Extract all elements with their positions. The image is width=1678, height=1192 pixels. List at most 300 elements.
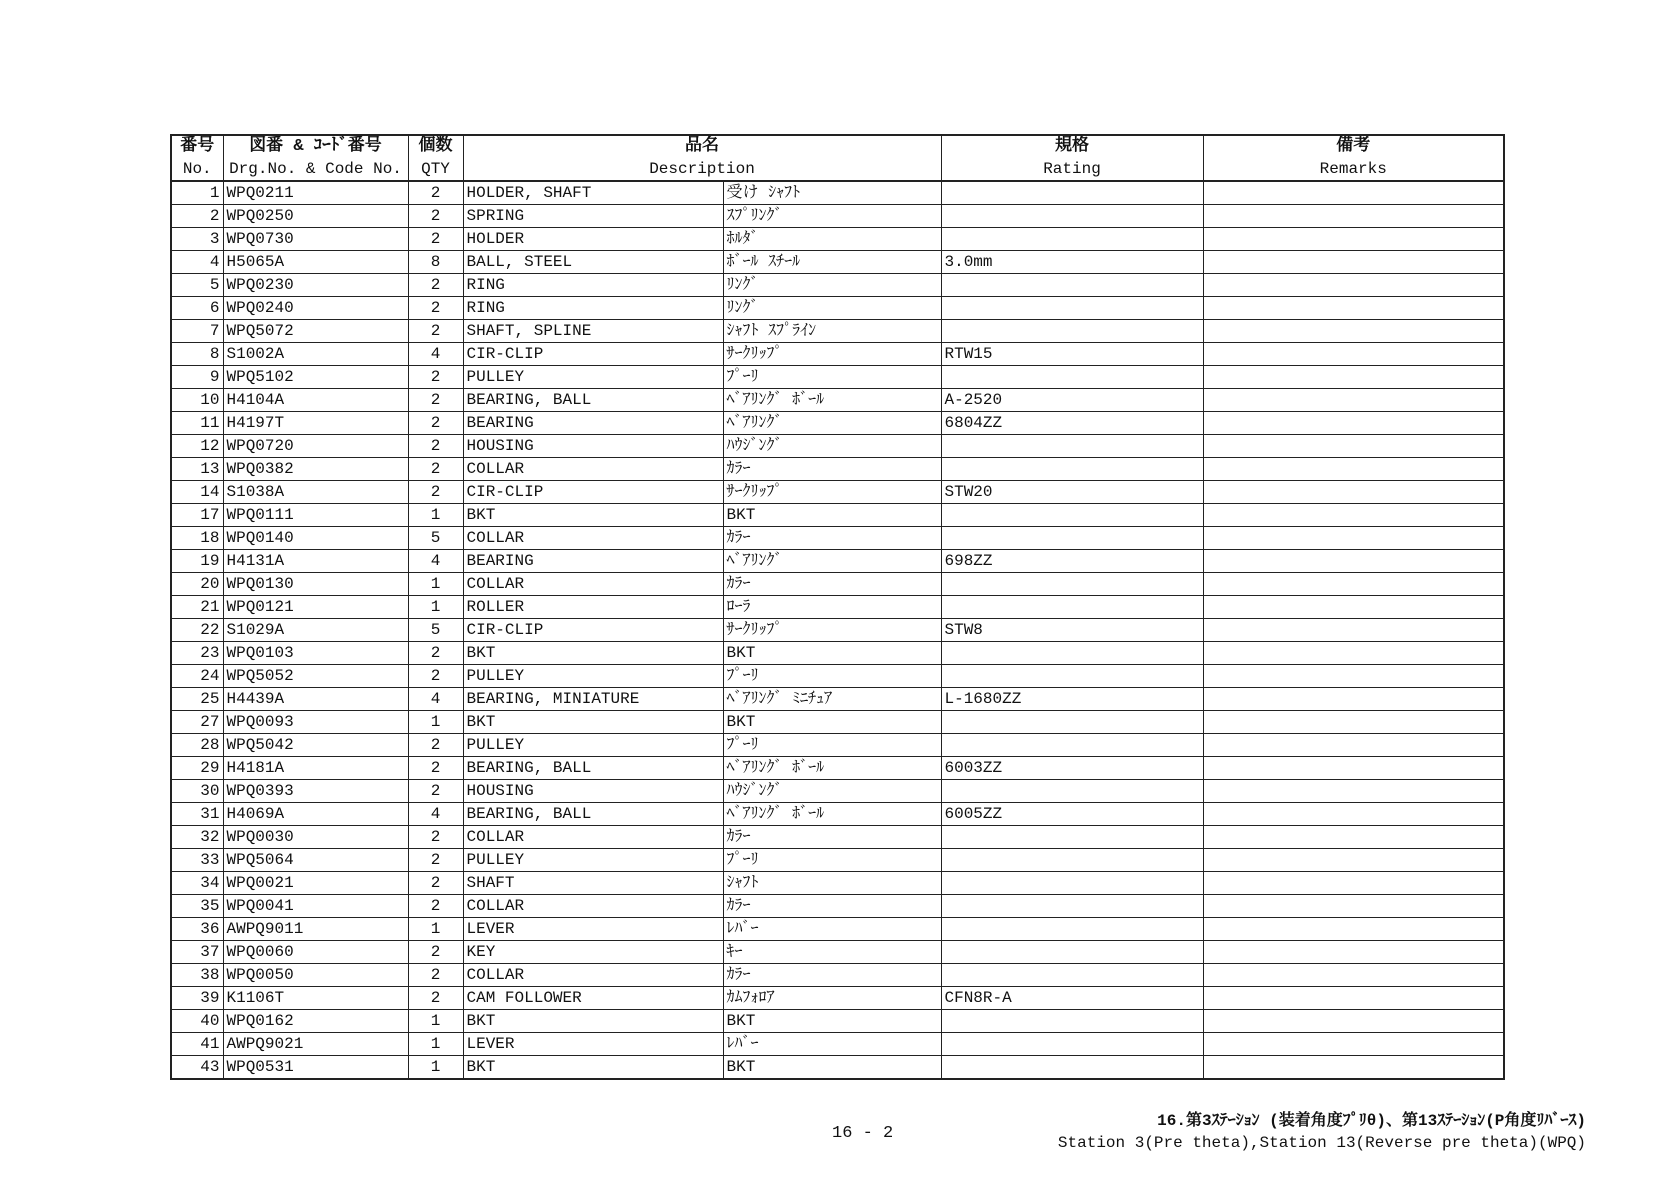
table-row [171,803,1504,826]
cell-remarks [1203,435,1504,458]
cell-remarks [1203,251,1504,274]
table-row [171,1033,1504,1056]
cell-qty: 2 [408,481,463,504]
cell-no: 27 [171,711,223,734]
cell-rating [941,849,1203,872]
cell-qty: 1 [408,918,463,941]
cell-rating: 6005ZZ [941,803,1203,826]
cell-remarks [1203,596,1504,619]
cell-description-en: CIR-CLIP [463,481,723,504]
cell-rating: RTW15 [941,343,1203,366]
cell-code: H5065A [223,251,408,274]
table-body [171,181,1504,1079]
cell-rating [941,596,1203,619]
cell-qty: 5 [408,527,463,550]
cell-qty: 2 [408,987,463,1010]
cell-no: 12 [171,435,223,458]
cell-remarks [1203,619,1504,642]
cell-description-jp: ﾍﾞｱﾘﾝｸﾞ ﾎﾞｰﾙ [723,757,941,780]
cell-description-en: ROLLER [463,596,723,619]
cell-rating [941,918,1203,941]
table-row [171,987,1504,1010]
cell-rating [941,435,1203,458]
cell-description-jp: ﾌﾟｰﾘ [723,849,941,872]
cell-qty: 2 [408,849,463,872]
cell-description-en: HOLDER [463,228,723,251]
cell-no: 17 [171,504,223,527]
cell-qty: 2 [408,274,463,297]
header-rating-en: Rating [941,158,1203,181]
cell-description-jp: ﾍﾞｱﾘﾝｸﾞ ﾎﾞｰﾙ [723,389,941,412]
cell-rating: STW8 [941,619,1203,642]
cell-code: AWPQ9021 [223,1033,408,1056]
table-row [171,688,1504,711]
cell-remarks [1203,849,1504,872]
cell-rating: L-1680ZZ [941,688,1203,711]
cell-rating [941,366,1203,389]
cell-no: 21 [171,596,223,619]
table-row [171,918,1504,941]
cell-code: WPQ5072 [223,320,408,343]
table-row [171,964,1504,987]
cell-description-jp: BKT [723,642,941,665]
cell-description-en: BKT [463,1010,723,1033]
table-row [171,527,1504,550]
cell-no: 43 [171,1056,223,1080]
cell-qty: 2 [408,205,463,228]
cell-code: H4181A [223,757,408,780]
cell-rating [941,228,1203,251]
cell-code: AWPQ9011 [223,918,408,941]
header-rating-jp: 規格 [941,135,1203,158]
cell-rating [941,711,1203,734]
cell-description-jp: ｻｰｸﾘｯﾌﾟ [723,481,941,504]
cell-no: 18 [171,527,223,550]
cell-code: H4069A [223,803,408,826]
cell-code: S1002A [223,343,408,366]
cell-code: WPQ5042 [223,734,408,757]
cell-description-jp: ﾘﾝｸﾞ [723,274,941,297]
cell-code: WPQ0382 [223,458,408,481]
table-row [171,412,1504,435]
cell-description-en: COLLAR [463,895,723,918]
cell-remarks [1203,872,1504,895]
table-row [171,596,1504,619]
table-row [171,734,1504,757]
cell-no: 36 [171,918,223,941]
cell-no: 23 [171,642,223,665]
cell-code: WPQ5064 [223,849,408,872]
cell-description-en: CAM FOLLOWER [463,987,723,1010]
page-number: 16 - 2 [832,1124,894,1143]
cell-rating: 3.0mm [941,251,1203,274]
header-qty-en: QTY [408,158,463,181]
table-row [171,320,1504,343]
cell-no: 38 [171,964,223,987]
cell-description-en: LEVER [463,1033,723,1056]
header-code-en: Drg.No. & Code No. [223,158,408,181]
cell-qty: 1 [408,1056,463,1080]
cell-remarks [1203,665,1504,688]
cell-description-en: PULLEY [463,366,723,389]
table-row [171,826,1504,849]
cell-remarks [1203,1033,1504,1056]
cell-description-jp: ｶﾗｰ [723,826,941,849]
cell-code: H4104A [223,389,408,412]
cell-code: WPQ0720 [223,435,408,458]
cell-description-en: KEY [463,941,723,964]
cell-qty: 2 [408,734,463,757]
cell-description-jp: ｶﾗｰ [723,527,941,550]
cell-code: H4439A [223,688,408,711]
cell-code: WPQ5102 [223,366,408,389]
cell-description-en: CIR-CLIP [463,343,723,366]
cell-qty: 2 [408,320,463,343]
cell-no: 33 [171,849,223,872]
cell-code: WPQ0393 [223,780,408,803]
cell-description-en: BEARING, MINIATURE [463,688,723,711]
header-desc-en: Description [463,158,941,181]
parts-table [170,134,1505,1080]
cell-description-jp: BKT [723,711,941,734]
cell-code: WPQ0531 [223,1056,408,1080]
cell-description-jp: ｽﾌﾟﾘﾝｸﾞ [723,205,941,228]
cell-qty: 2 [408,181,463,205]
header-remarks-jp: 備考 [1203,135,1504,158]
cell-remarks [1203,412,1504,435]
cell-code: WPQ0103 [223,642,408,665]
table-row [171,228,1504,251]
cell-qty: 1 [408,596,463,619]
table-row [171,366,1504,389]
table-row [171,642,1504,665]
section-title-jp: 16.第3ｽﾃｰｼｮﾝ (装着角度ﾌﾟﾘθ)、第13ｽﾃｰｼｮﾝ(P角度ﾘﾊﾞｰｽ) [1157,1112,1586,1130]
cell-qty: 2 [408,780,463,803]
cell-description-en: SPRING [463,205,723,228]
cell-no: 4 [171,251,223,274]
cell-description-en: RING [463,274,723,297]
cell-description-en: COLLAR [463,826,723,849]
cell-no: 39 [171,987,223,1010]
cell-code: S1038A [223,481,408,504]
cell-qty: 2 [408,941,463,964]
cell-description-en: PULLEY [463,665,723,688]
cell-rating [941,895,1203,918]
cell-description-en: COLLAR [463,527,723,550]
cell-description-en: BKT [463,1056,723,1080]
cell-remarks [1203,481,1504,504]
cell-no: 5 [171,274,223,297]
cell-remarks [1203,181,1504,205]
cell-description-en: COLLAR [463,573,723,596]
cell-remarks [1203,366,1504,389]
cell-description-jp: ﾚﾊﾞｰ [723,1033,941,1056]
cell-code: H4131A [223,550,408,573]
cell-rating [941,458,1203,481]
cell-remarks [1203,688,1504,711]
cell-description-en: HOUSING [463,435,723,458]
table-row [171,550,1504,573]
cell-qty: 1 [408,573,463,596]
cell-description-jp: BKT [723,1010,941,1033]
table-row [171,941,1504,964]
cell-rating: 698ZZ [941,550,1203,573]
cell-code: WPQ0730 [223,228,408,251]
cell-description-en: CIR-CLIP [463,619,723,642]
cell-description-jp: 受け ｼｬﾌﾄ [723,181,941,205]
section-title [1058,1110,1586,1154]
cell-rating [941,964,1203,987]
cell-rating [941,1056,1203,1080]
cell-remarks [1203,504,1504,527]
cell-qty: 2 [408,964,463,987]
cell-rating [941,205,1203,228]
cell-rating: STW20 [941,481,1203,504]
cell-description-jp: ﾊｳｼﾞﾝｸﾞ [723,435,941,458]
cell-no: 3 [171,228,223,251]
cell-description-jp: ﾍﾞｱﾘﾝｸﾞ [723,412,941,435]
cell-qty: 2 [408,642,463,665]
cell-qty: 1 [408,711,463,734]
cell-no: 10 [171,389,223,412]
cell-description-en: HOLDER, SHAFT [463,181,723,205]
cell-description-en: BKT [463,642,723,665]
cell-rating [941,504,1203,527]
cell-description-en: BEARING, BALL [463,803,723,826]
cell-description-jp: ｻｰｸﾘｯﾌﾟ [723,619,941,642]
cell-remarks [1203,343,1504,366]
cell-qty: 4 [408,343,463,366]
cell-qty: 2 [408,366,463,389]
table-row [171,1056,1504,1080]
table-row [171,389,1504,412]
cell-code: WPQ0250 [223,205,408,228]
cell-no: 34 [171,872,223,895]
cell-no: 11 [171,412,223,435]
cell-rating: A-2520 [941,389,1203,412]
cell-remarks [1203,803,1504,826]
cell-qty: 2 [408,412,463,435]
cell-description-jp: ﾍﾞｱﾘﾝｸﾞ ﾐﾆﾁｭｱ [723,688,941,711]
cell-qty: 5 [408,619,463,642]
cell-no: 29 [171,757,223,780]
cell-code: WPQ0030 [223,826,408,849]
table-row [171,504,1504,527]
cell-no: 20 [171,573,223,596]
cell-description-jp: ｶﾗｰ [723,895,941,918]
cell-remarks [1203,228,1504,251]
cell-rating [941,573,1203,596]
cell-description-en: BEARING, BALL [463,757,723,780]
cell-remarks [1203,918,1504,941]
cell-rating [941,181,1203,205]
cell-description-jp: ｶﾗｰ [723,964,941,987]
cell-description-jp: ｼｬﾌﾄ ｽﾌﾟﾗｲﾝ [723,320,941,343]
cell-description-jp: ﾍﾞｱﾘﾝｸﾞ [723,550,941,573]
cell-description-en: BEARING, BALL [463,389,723,412]
header-no-en: No. [171,158,223,181]
cell-description-en: BEARING [463,412,723,435]
cell-description-jp: ﾎﾙﾀﾞ [723,228,941,251]
cell-qty: 1 [408,1010,463,1033]
cell-description-jp: ｻｰｸﾘｯﾌﾟ [723,343,941,366]
table-row [171,458,1504,481]
cell-code: WPQ0060 [223,941,408,964]
cell-rating: CFN8R-A [941,987,1203,1010]
cell-code: WPQ0162 [223,1010,408,1033]
table-row [171,181,1504,205]
parts-list-sheet [170,134,1503,1080]
cell-description-jp: ｷｰ [723,941,941,964]
cell-description-en: PULLEY [463,734,723,757]
cell-code: WPQ0140 [223,527,408,550]
header-no-jp: 番号 [171,135,223,158]
header-qty-jp: 個数 [408,135,463,158]
cell-code: WPQ5052 [223,665,408,688]
cell-remarks [1203,573,1504,596]
cell-code: WPQ0121 [223,596,408,619]
cell-rating [941,780,1203,803]
cell-remarks [1203,297,1504,320]
cell-no: 35 [171,895,223,918]
cell-qty: 8 [408,251,463,274]
cell-code: WPQ0111 [223,504,408,527]
cell-remarks [1203,941,1504,964]
cell-qty: 4 [408,688,463,711]
cell-no: 31 [171,803,223,826]
cell-rating [941,274,1203,297]
cell-code: WPQ0211 [223,181,408,205]
cell-rating [941,1033,1203,1056]
cell-rating [941,665,1203,688]
cell-code: WPQ0240 [223,297,408,320]
section-title-en: Station 3(Pre theta),Station 13(Reverse pre theta)(WPQ) [1057,1134,1586,1152]
cell-description-jp: ﾊｳｼﾞﾝｸﾞ [723,780,941,803]
cell-description-en: RING [463,297,723,320]
cell-qty: 4 [408,550,463,573]
table-row [171,895,1504,918]
cell-description-jp: ﾘﾝｸﾞ [723,297,941,320]
table-row [171,251,1504,274]
table-row [171,274,1504,297]
cell-qty: 2 [408,826,463,849]
cell-description-en: COLLAR [463,964,723,987]
cell-description-jp: ｶﾑﾌｫﾛｱ [723,987,941,1010]
cell-qty: 2 [408,435,463,458]
cell-description-jp: ﾛｰﾗ [723,596,941,619]
table-row [171,665,1504,688]
cell-no: 1 [171,181,223,205]
cell-rating [941,734,1203,757]
cell-qty: 1 [408,1033,463,1056]
cell-rating [941,1010,1203,1033]
cell-description-en: BKT [463,711,723,734]
cell-remarks [1203,734,1504,757]
cell-remarks [1203,780,1504,803]
cell-rating [941,872,1203,895]
cell-code: WPQ0021 [223,872,408,895]
table-row [171,481,1504,504]
table-row [171,1010,1504,1033]
cell-description-jp: ﾌﾟｰﾘ [723,734,941,757]
cell-rating [941,320,1203,343]
header-code-jp: 図番 & ｺｰﾄﾞ番号 [223,135,408,158]
cell-description-jp: ｶﾗｰ [723,573,941,596]
cell-rating [941,826,1203,849]
cell-no: 30 [171,780,223,803]
cell-qty: 1 [408,504,463,527]
cell-qty: 2 [408,228,463,251]
cell-qty: 4 [408,803,463,826]
cell-remarks [1203,826,1504,849]
header-desc-jp: 品名 [463,135,941,158]
cell-rating [941,297,1203,320]
cell-remarks [1203,757,1504,780]
cell-description-jp: ｼｬﾌﾄ [723,872,941,895]
table-row [171,872,1504,895]
cell-code: WPQ0093 [223,711,408,734]
cell-remarks [1203,527,1504,550]
cell-no: 41 [171,1033,223,1056]
cell-remarks [1203,895,1504,918]
cell-description-jp: ﾚﾊﾞｰ [723,918,941,941]
cell-no: 37 [171,941,223,964]
cell-description-jp: ﾌﾟｰﾘ [723,366,941,389]
cell-remarks [1203,205,1504,228]
cell-qty: 2 [408,872,463,895]
cell-remarks [1203,642,1504,665]
cell-rating: 6804ZZ [941,412,1203,435]
cell-no: 25 [171,688,223,711]
cell-no: 32 [171,826,223,849]
cell-description-en: PULLEY [463,849,723,872]
cell-description-en: SHAFT [463,872,723,895]
cell-remarks [1203,274,1504,297]
cell-description-en: HOUSING [463,780,723,803]
cell-remarks [1203,320,1504,343]
cell-qty: 2 [408,458,463,481]
cell-description-jp: ﾌﾟｰﾘ [723,665,941,688]
table-row [171,343,1504,366]
cell-code: WPQ0050 [223,964,408,987]
cell-code: WPQ0041 [223,895,408,918]
cell-no: 6 [171,297,223,320]
cell-description-en: BEARING [463,550,723,573]
cell-no: 22 [171,619,223,642]
cell-no: 14 [171,481,223,504]
table-row [171,205,1504,228]
cell-description-jp: ﾎﾞｰﾙ ｽﾁｰﾙ [723,251,941,274]
cell-description-jp: BKT [723,1056,941,1080]
cell-code: H4197T [223,412,408,435]
cell-rating [941,642,1203,665]
cell-code: S1029A [223,619,408,642]
cell-rating: 6003ZZ [941,757,1203,780]
table-row [171,757,1504,780]
cell-rating [941,527,1203,550]
cell-no: 28 [171,734,223,757]
table-row [171,619,1504,642]
cell-no: 2 [171,205,223,228]
cell-no: 7 [171,320,223,343]
cell-remarks [1203,987,1504,1010]
cell-qty: 2 [408,895,463,918]
cell-description-en: BKT [463,504,723,527]
cell-code: WPQ0130 [223,573,408,596]
cell-no: 13 [171,458,223,481]
cell-remarks [1203,550,1504,573]
cell-description-en: SHAFT, SPLINE [463,320,723,343]
